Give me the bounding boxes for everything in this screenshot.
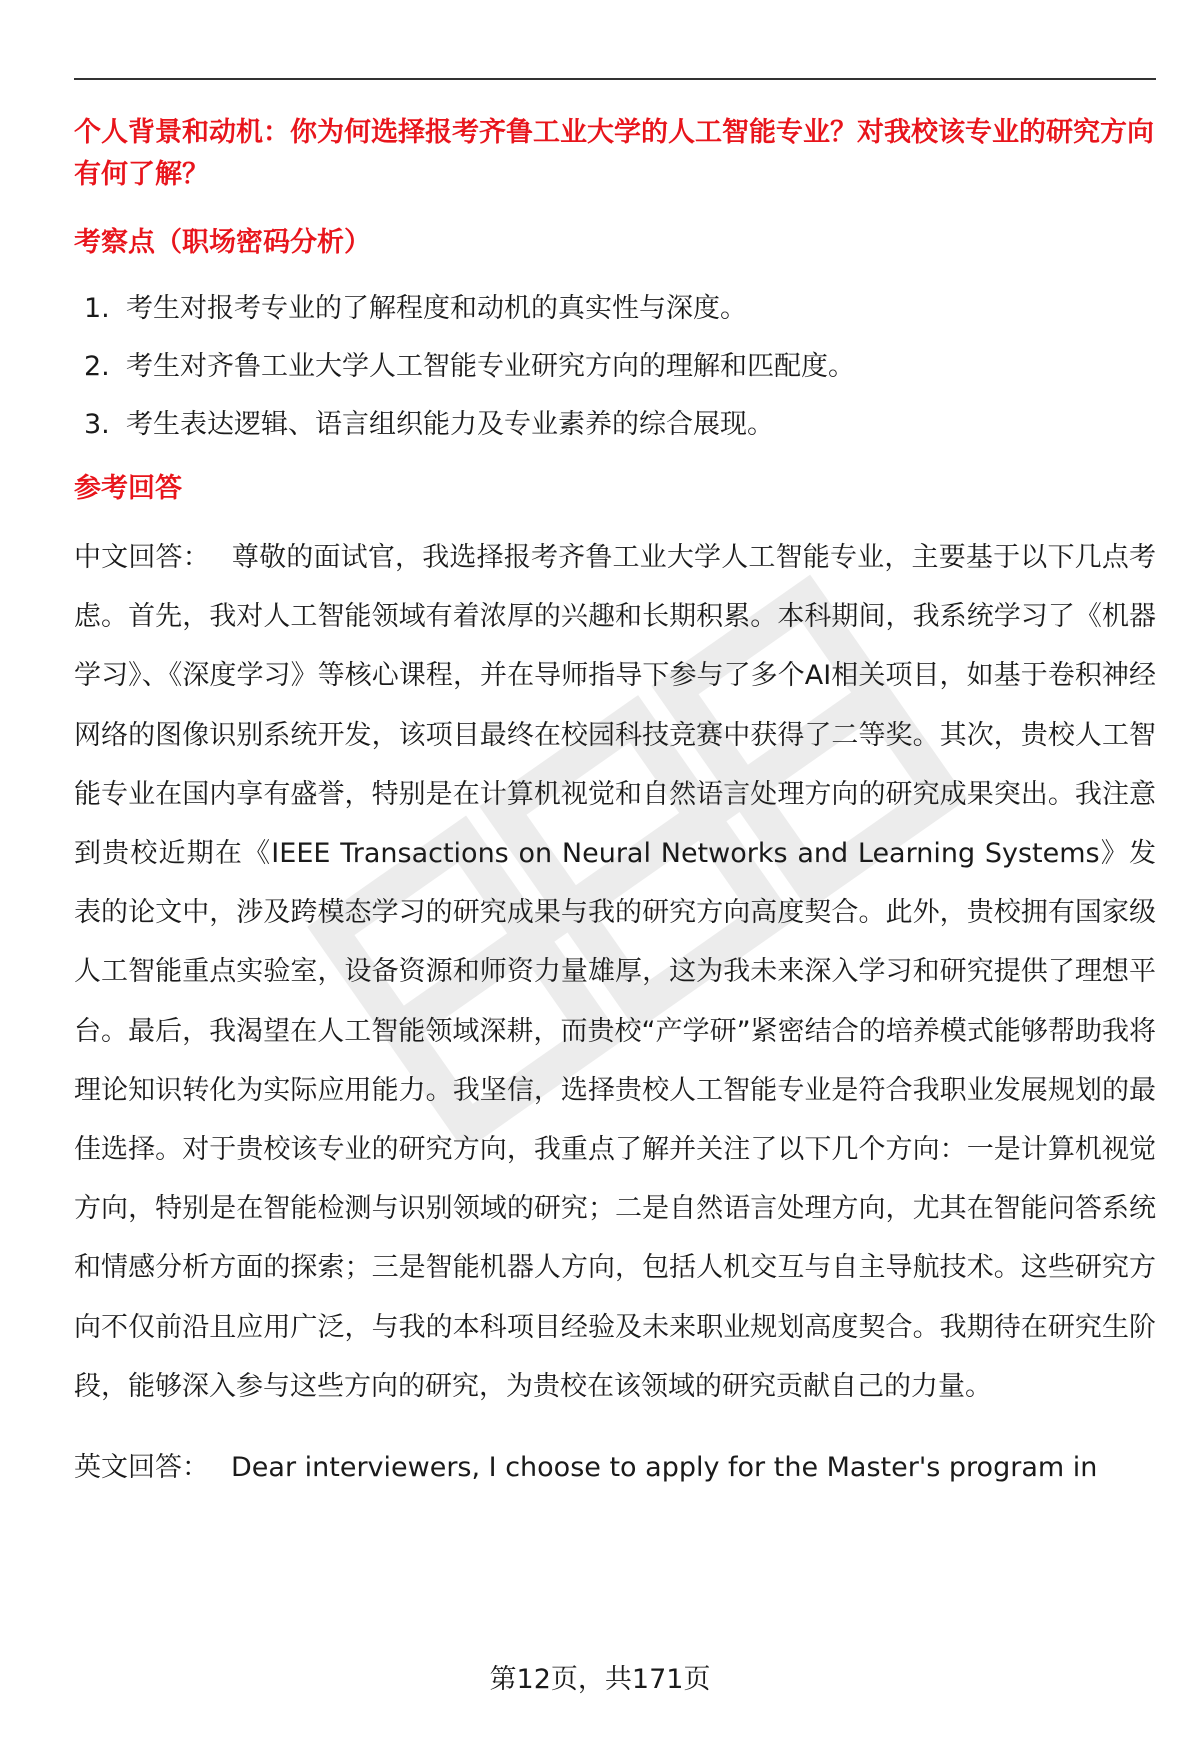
answer-chinese: [74, 528, 1156, 1416]
answer-en-text: Dear interviewers, I choose to apply for the Master's program in: [231, 1452, 1098, 1484]
list-item: [74, 280, 1156, 338]
question-heading: 个人背景和动机：你为何选择报考齐鲁工业大学的人工智能专业？对我校该专业的研究方向有何了解？: [74, 117, 1154, 190]
list-number: 1.: [84, 293, 110, 324]
points-list: [74, 280, 1156, 454]
document-body: [74, 112, 1156, 1497]
page-footer: 第12页，共171页: [489, 1664, 711, 1695]
answer-heading: 参考回答: [74, 473, 182, 504]
points-heading: 考察点（职场密码分析）: [74, 227, 371, 258]
answer-en-label: 英文回答：: [74, 1452, 209, 1484]
answer-english: [74, 1438, 1156, 1497]
list-item: [74, 338, 1156, 396]
answer-cn-text: 尊敬的面试官，我选择报考齐鲁工业大学人工智能专业，主要基于以下几点考虑。首先，我对人工智能领域有着浓厚的兴趣和长期积累。本科期间，我系统学习了《机器学习》、《深度学习》等核心课程，并在导师指导下参与了多个AI相关项目，如基于卷积神经网络的图像识别系统开发，该项目最终在校园科技竞赛中获得了二等奖。其次，贵校人工智能专业在国内享有盛誉，特别是在计算机视觉和自然语言处理方向的研究成果突出。我注意到贵校近期在《IEEE Transactions on Neural Networks and Learning Systems》发表的论文中，涉及跨模态学习的研究成果与我的研究方向高度契合。此外，贵校拥有国家级人工智能重点实验室，设备资源和师资力量雄厚，这为我未来深入学习和研究提供了理想平台。最后，我渴望在人工智能领域深耕，而贵校“产学研”紧密结合的培养模式能够帮助我将理论知识转化为实际应用能力。我坚信，选择贵校人工智能专业是符合我职业发展规划的最佳选择。对于贵校该专业的研究方向，我重点了解并关注了以下几个方向：一是计算机视觉方向，特别是在智能检测与识别领域的研究；二是自然语言处理方向，尤其在智能问答系统和情感分析方面的探索；三是智能机器人方向，包括人机交互与自主导航技术。这些研究方向不仅前沿且应用广泛，与我的本科项目经验及未来职业规划高度契合。我期待在研究生阶段，能够深入参与这些方向的研究，为贵校在该领域的研究贡献自己的力量。: [74, 542, 1156, 1402]
list-number: 3.: [84, 409, 110, 440]
list-number: 2.: [84, 351, 110, 382]
list-text: 考生对报考专业的了解程度和动机的真实性与深度。: [126, 293, 747, 324]
list-text: 考生对齐鲁工业大学人工智能专业研究方向的理解和匹配度。: [126, 351, 855, 382]
list-item: [74, 396, 1156, 454]
header-rule: [74, 78, 1156, 80]
answer-cn-label: 中文回答：: [74, 542, 210, 573]
list-text: 考生表达逻辑、语言组织能力及专业素养的综合展现。: [126, 409, 774, 440]
